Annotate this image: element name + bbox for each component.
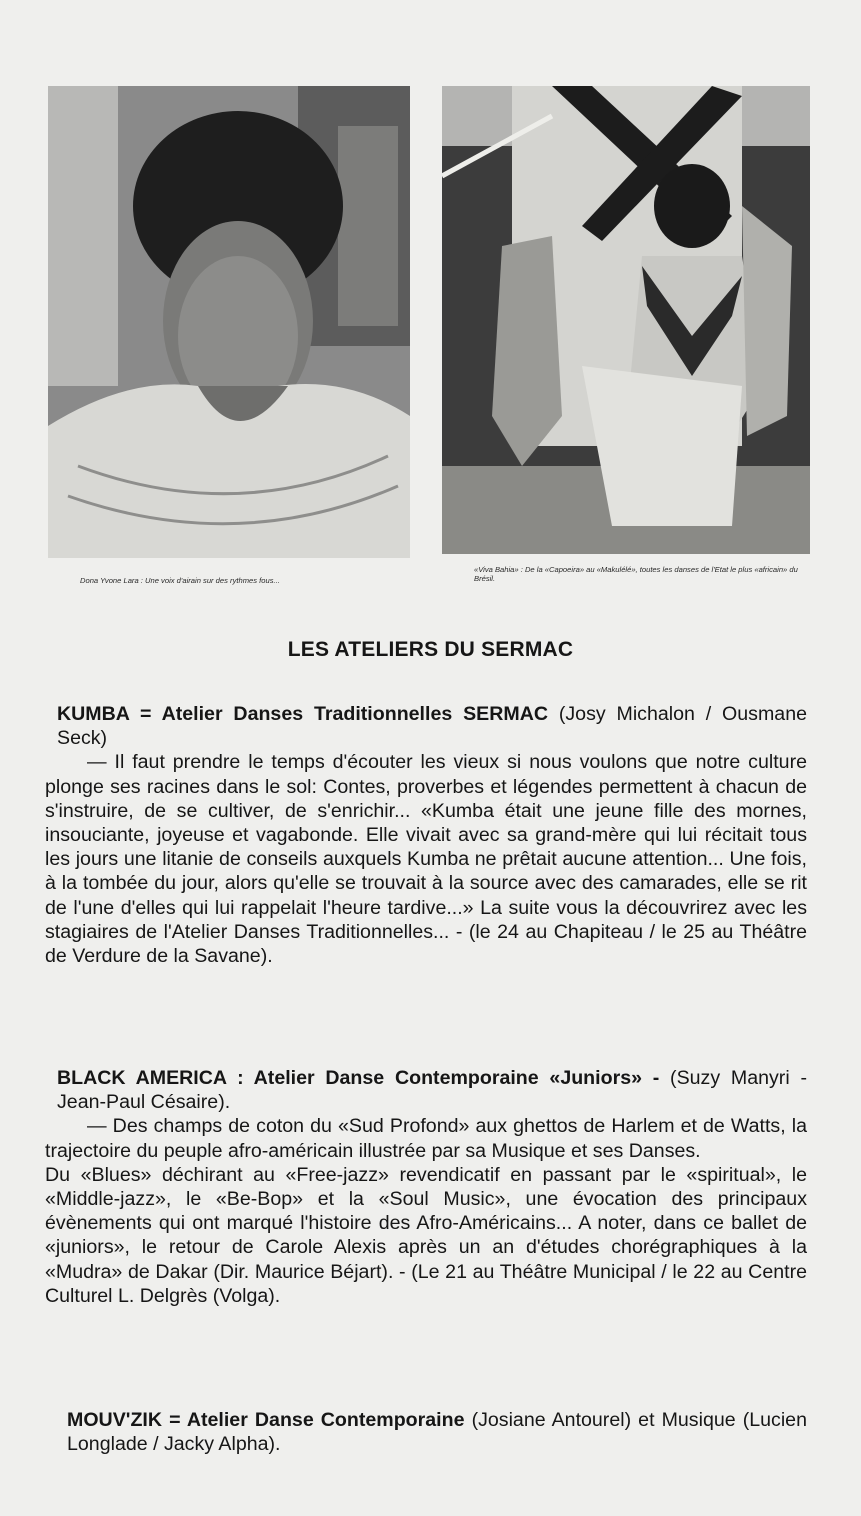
section-kumba-credits: (Josy Michalon / Ousmane Seck)	[57, 703, 807, 750]
dancers-photo-image	[442, 86, 810, 554]
section-mouvzik	[45, 1408, 807, 1456]
portrait-caption: Dona Yvone Lara : Une voix d'airain sur des rythmes fous...	[80, 576, 280, 585]
section-mouvzik-lead	[45, 1408, 807, 1456]
section-black-america-lead	[45, 1066, 807, 1114]
portrait-photo-image	[48, 86, 410, 558]
section-mouvzik-title: MOUV'ZIK = Atelier Danse Contemporaine	[67, 1409, 465, 1431]
section-black-america	[45, 1066, 807, 1308]
dancers-photo	[442, 86, 810, 554]
section-kumba-lead	[45, 702, 807, 750]
dancers-caption: «Viva Bahia» : De la «Capoeira» au «Makulélé», toutes les danses de l'Etat le plus «africain» du Brésil.	[474, 565, 798, 583]
section-black-america-paragraph-1: — Des champs de coton du «Sud Profond» aux ghettos de Harlem et de Watts, la trajectoire du peuple afro-américain illustrée par sa Musique et ses Danses.	[45, 1115, 807, 1162]
portrait-photo	[48, 86, 410, 558]
section-kumba	[45, 702, 807, 968]
section-black-america-credits: (Suzy Manyri - Jean-Paul Césaire).	[57, 1067, 807, 1114]
page-heading: LES ATELIERS DU SERMAC	[287, 638, 574, 661]
section-kumba-title: KUMBA = Atelier Danses Traditionnelles SERMAC	[57, 703, 548, 725]
section-kumba-paragraph: — Il faut prendre le temps d'écouter les vieux si nous voulons que notre culture plonge ses racines dans le sol: Contes, proverbes et légendes permettent à chacun de s'instruire, de se cultiver, de s'enrichir... «Kumba était une jeune fille des mornes, insouciante, joyeuse et vagabonde. Elle vivait avec sa grand-mère qui lui récitait tous les jours une litanie de conseils auxquels Kumba ne prêtait aucune attention... Une fois, à la tombée du jour, alors qu'elle se trouvait à la source avec des camarades, elle se rit de l'une d'elles qui lui rappelait l'heure tardive...» La suite vous la découvrirez avec les stagiaires de l'Atelier Danses Traditionnelles... - (le 24 au Chapiteau / le 25 au Théâtre de Verdure de la Savane).	[45, 751, 807, 968]
section-black-america-title: BLACK AMERICA : Atelier Danse Contemporaine «Juniors» -	[57, 1067, 660, 1089]
section-mouvzik-credits: (Josiane Antourel) et Musique (Lucien Longlade / Jacky Alpha).	[67, 1409, 807, 1456]
section-black-america-paragraph-2: Du «Blues» déchirant au «Free-jazz» revendicatif en passant par le «spiritual», le «Middle-jazz», le «Be-Bop» et la «Soul Music», une évocation des principaux évènements qui ont marqué l'histoire des Afro-Américains... A noter, dans ce ballet de «juniors», le retour de Carole Alexis après un an d'études chorégraphiques à la «Mudra» de Dakar (Dir. Maurice Béjart). - (Le 21 au Théâtre Municipal / le 22 au Centre Culturel L. Delgrès (Volga).	[45, 1163, 807, 1307]
